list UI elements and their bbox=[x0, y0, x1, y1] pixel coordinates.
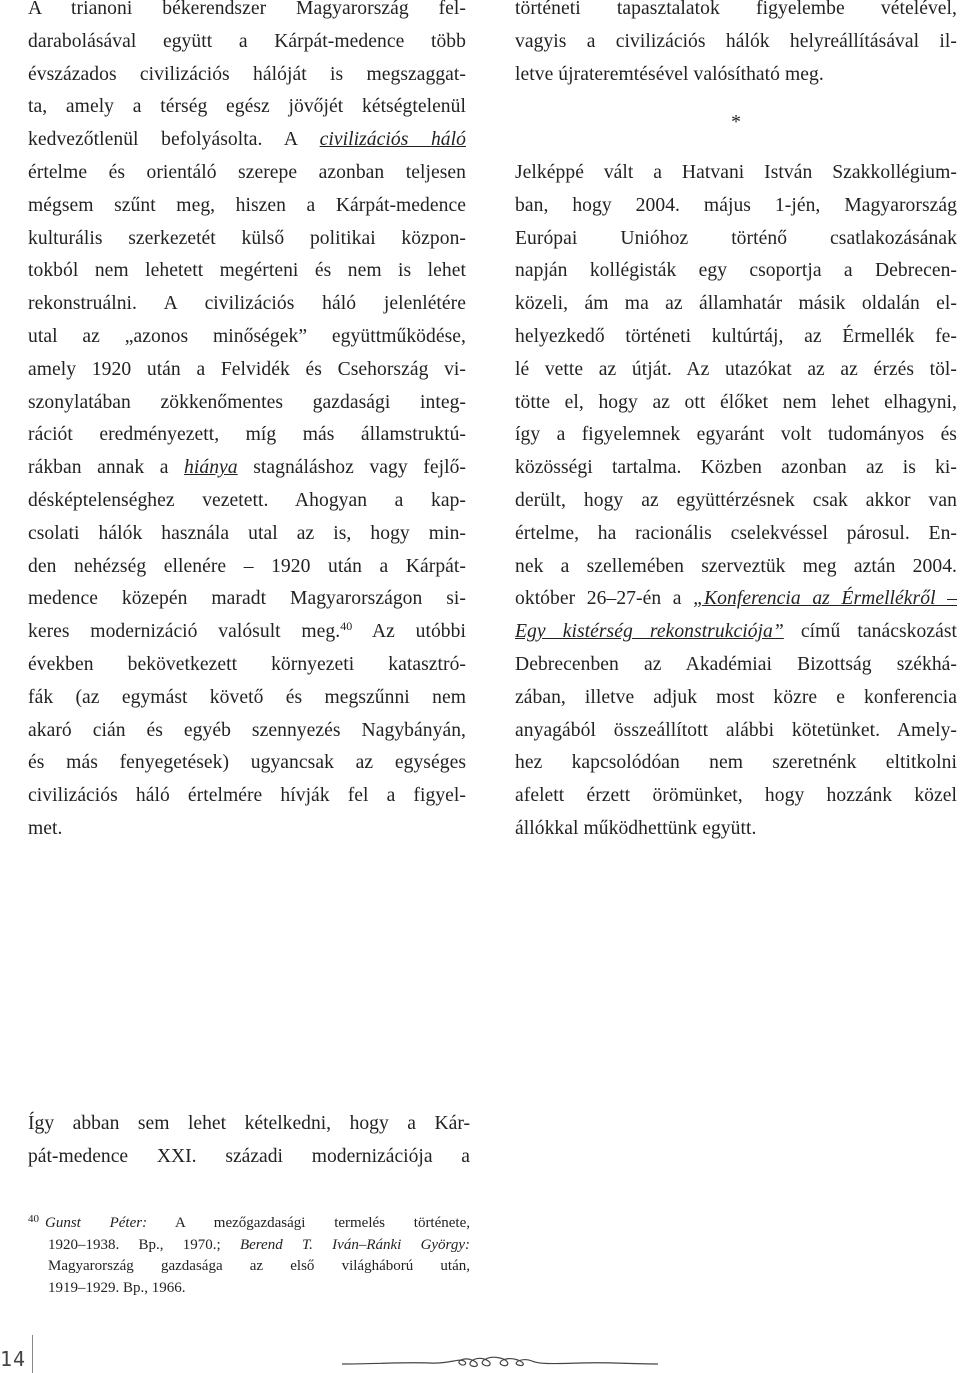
right-line-13: közösségi tartalma. Közben azonban az is ki- bbox=[515, 457, 957, 479]
right-line-16: nek a szellemében szerveztük meg aztán 2004. bbox=[515, 555, 957, 577]
right-line-6: Európai Unióhoz történő csatlakozásának bbox=[515, 227, 957, 249]
conference-title-part2: Egy kistérség rekonstrukciója” bbox=[515, 621, 784, 643]
footnote-line-4: 1919–1929. Bp., 1966. bbox=[48, 1279, 186, 1296]
right-column bbox=[515, 0, 957, 846]
right-paragraph-top bbox=[515, 0, 957, 91]
footnote-author-2: Berend T. Iván–Ránki György: bbox=[239, 1236, 470, 1253]
footnote-reference[interactable]: 40 bbox=[340, 619, 353, 634]
left-column bbox=[28, 0, 466, 846]
footnote-line-2 bbox=[28, 1235, 470, 1257]
right-line-12: így a figyelemnek egyaránt volt tudományos és bbox=[515, 424, 957, 446]
left-line-1: A trianoni békerendszer Magyarország fel- bbox=[28, 0, 466, 19]
left-line-8: kulturális szerkezetét külső politikai közpon- bbox=[28, 227, 466, 249]
left-line-19: medence közepén maradt Magyarországon si- bbox=[28, 588, 466, 610]
left-line-2: darabolásával együtt a Kárpát-medence több bbox=[28, 30, 466, 52]
right-line-1: történeti tapasztalatok figyelembe vételével, bbox=[515, 0, 957, 19]
left-line-16: désképtelenséghez vezetett. Ahogyan a kap- bbox=[28, 489, 466, 511]
right-line-14: derült, hogy az együttérzésnek csak akkor van bbox=[515, 489, 957, 511]
left-line-15 bbox=[28, 452, 466, 485]
footnote-line-3: Magyarország gazdasága az első világháború után, bbox=[48, 1258, 470, 1274]
left-line-10: rekonstruálni. A civilizációs háló jelenlétére bbox=[28, 293, 466, 315]
right-line-23: afelett érzett örömünket, hogy hozzánk közel bbox=[515, 785, 957, 807]
footnote-author-1: Gunst Péter: bbox=[45, 1215, 148, 1231]
section-separator: * bbox=[731, 112, 741, 134]
decorative-flourish-icon bbox=[340, 1352, 660, 1372]
left-line-14: rációt eredményezett, míg más államstruktú- bbox=[28, 424, 466, 446]
right-line-11: tötte el, hogy az ott élőket nem lehet elhagyni, bbox=[515, 391, 957, 413]
footnote bbox=[28, 1213, 470, 1299]
footnote-line-1 bbox=[28, 1213, 470, 1235]
left-line-24: és más fenyegetések) ugyancsak az egységes bbox=[28, 752, 466, 774]
right-line-15: értelme, ha racionális cselekvéssel párosul. En- bbox=[515, 522, 957, 544]
left-paragraph bbox=[28, 0, 466, 846]
left-line-15-text: rákban annak a bbox=[28, 457, 185, 479]
left-line-6: értelme és orientáló szerepe azonban teljesen bbox=[28, 161, 466, 183]
right-line-10: lé vette az útját. Az utazókat az az érzés töl- bbox=[515, 358, 957, 380]
right-line-20: zában, illetve adjuk most közre e konferencia bbox=[515, 686, 957, 708]
right-line-19: Debrecenben az Akadémiai Bizottság székhá- bbox=[515, 653, 957, 675]
footnote-number: 40 bbox=[28, 1213, 39, 1225]
left-line-11: utal az „azonos minőségek” együttműködése, bbox=[28, 325, 466, 347]
right-line-5: ban, hogy 2004. május 1-jén, Magyarország bbox=[515, 194, 957, 216]
left-line-20-text: keres modernizáció valósult meg. bbox=[28, 621, 341, 643]
right-line-2: vagyis a civilizációs hálók helyreállításával il- bbox=[515, 30, 957, 52]
right-line-7: napján kollégisták egy csoportja a Debrecen- bbox=[515, 260, 957, 282]
left-line-5-text: kedvezőtlenül befolyásolta. A bbox=[28, 129, 320, 151]
right-line-4: Jelképpé vált a Hatvani István Szakkollégium- bbox=[515, 161, 957, 183]
conference-title-part1: „Konferencia az Érmellékről – bbox=[693, 588, 957, 610]
left-line-22: fák (az egymást követő és megszűnni nem bbox=[28, 686, 466, 708]
left-line-15-rest: stagnáláshoz vagy fejlő- bbox=[237, 457, 466, 479]
page-margin-rule bbox=[32, 1335, 33, 1373]
right-line-8: közeli, ám ma az államhatár másik oldalán el- bbox=[515, 293, 957, 315]
right-line-17-text: október 26–27-én a bbox=[515, 588, 694, 610]
right-paragraph-bottom bbox=[515, 157, 957, 846]
footnote-text-2: 1920–1938. Bp., 1970.; bbox=[48, 1236, 240, 1253]
left-line-5 bbox=[28, 124, 466, 157]
left-line-20-rest: Az utóbbi bbox=[352, 621, 466, 643]
left-line-18: den nehézség ellenére – 1920 után a Kárpát- bbox=[28, 555, 466, 577]
left-line-4: ta, amely a térség egész jövőjét kétségtelenül bbox=[28, 96, 466, 118]
left-line-17: csolati hálók használa utal az is, hogy min- bbox=[28, 522, 466, 544]
left-line-9: tokból nem lehetett megérteni és nem is lehet bbox=[28, 260, 466, 282]
left-line-3: évszázados civilizációs hálóját is megszaggat- bbox=[28, 63, 466, 85]
right-line-18-rest: című tanácskozást bbox=[783, 621, 958, 643]
right-line-9: helyezkedő történeti kultúrtáj, az Érmellék fe- bbox=[515, 325, 957, 347]
left-line-7: mégsem szűnt meg, hiszen a Kárpát-medence bbox=[28, 194, 466, 216]
left-line-23: akaró cián és egyéb szennyezés Nagybányán, bbox=[28, 719, 466, 741]
left-line-12: amely 1920 után a Felvidék és Csehország vi- bbox=[28, 358, 466, 380]
emphasis-hianya: hiánya bbox=[184, 457, 238, 479]
left-line-13: szonylatában zökkenőmentes gazdasági integ- bbox=[28, 391, 466, 413]
continuation-line-1: Így abban sem lehet kételkedni, hogy a Kár- bbox=[28, 1113, 470, 1134]
right-line-24: állókkal működhettünk együtt. bbox=[515, 817, 757, 839]
right-line-21: anyagából összeállított alábbi kötetünket. Amely- bbox=[515, 719, 957, 741]
right-line-18 bbox=[515, 616, 957, 649]
footnote-text-1: A mezőgazdasági termelés története, bbox=[147, 1215, 470, 1231]
left-line-20 bbox=[28, 616, 466, 649]
continuation-line-2: pát-medence XXI. századi modernizációja a bbox=[28, 1145, 470, 1167]
left-line-21: években bekövetkezett környezeti katasztró- bbox=[28, 653, 466, 675]
right-line-3: letve újrateremtésével valósítható meg. bbox=[515, 63, 824, 85]
continuation-paragraph bbox=[28, 1108, 470, 1174]
emphasis-civilizacios-halo: civilizációs háló bbox=[319, 129, 466, 151]
left-line-25: civilizációs háló értelmére hívják fel a figyel- bbox=[28, 785, 466, 807]
left-line-26: met. bbox=[28, 817, 63, 839]
right-line-22: hez kapcsolódóan nem szeretnénk eltitkolni bbox=[515, 752, 957, 774]
right-line-17 bbox=[515, 583, 957, 616]
page-number: 14 bbox=[0, 1347, 27, 1371]
